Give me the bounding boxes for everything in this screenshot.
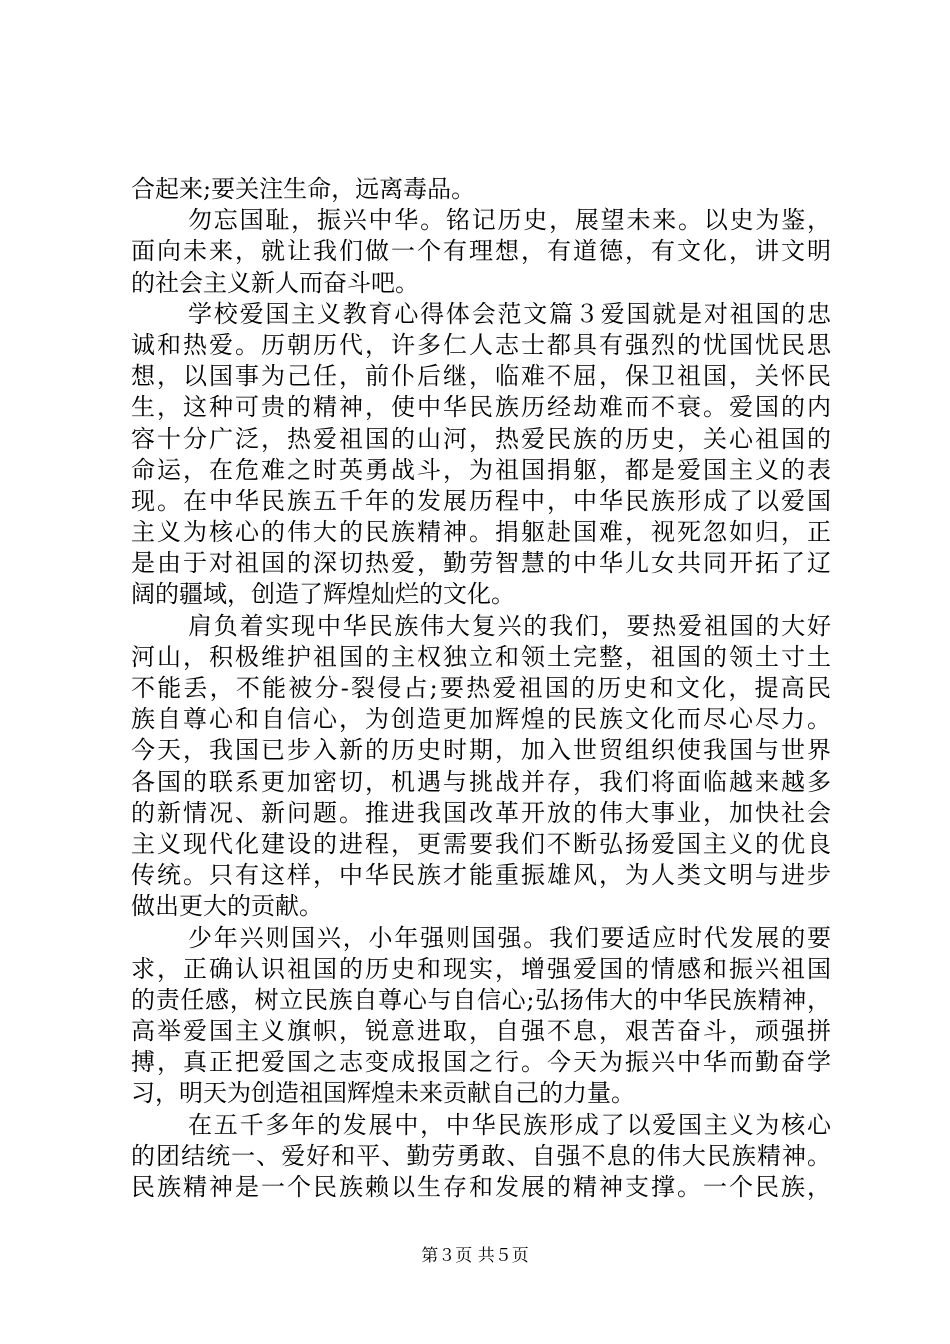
- text-line: 的社会主义新人而奋斗吧。: [131, 268, 419, 297]
- text-line: 诚和热爱。历朝历代，许多仁人志士都具有强烈的忧国忧民思: [131, 330, 831, 359]
- text-line: 习，明天为创造祖国辉煌未来贡献自己的力量。: [131, 1079, 635, 1108]
- text-line: 搏，真正把爱国之志变成报国之行。今天为振兴中华而勤奋学: [131, 1048, 831, 1077]
- text-line: 命运，在危难之时英勇战斗，为祖国捐躯，都是爱国主义的表: [131, 455, 831, 484]
- text-line: 民族精神是一个民族赖以生存和发展的精神支撑。一个民族，: [131, 1173, 831, 1201]
- text-line: 族自尊心和自信心，为创造更加辉煌的民族文化而尽心尽力。: [131, 705, 831, 734]
- text-line: 阔的疆域，创造了辉煌灿烂的文化。: [131, 580, 515, 609]
- text-line: 做出更大的贡献。: [131, 892, 323, 921]
- paragraph: [131, 299, 831, 611]
- text-line: 主义现代化建设的进程，更需要我们不断弘扬爱国主义的优良: [131, 829, 831, 858]
- text-line: 的团结统一、爱好和平、勤劳勇敢、自强不息的伟大民族精神。: [131, 1141, 831, 1170]
- document-body: [131, 174, 831, 1203]
- text-line: 学校爱国主义教育心得体会范文篇３爱国就是对祖国的忠: [188, 299, 831, 328]
- paragraph: [131, 611, 831, 923]
- text-line: 想，以国事为己任，前仆后继，临难不屈，保卫祖国，关怀民: [131, 362, 831, 391]
- text-line: 各国的联系更加密切，机遇与挑战并存，我们将面临越来越多: [131, 767, 831, 796]
- text-line: 河山，积极维护祖国的主权独立和领土完整，祖国的领土寸土: [131, 642, 831, 671]
- paragraph: [131, 1110, 831, 1204]
- text-line: 面向未来，就让我们做一个有理想，有道德，有文化，讲文明: [131, 237, 831, 266]
- text-line: 不能丢，不能被分-裂侵占;要热爱祖国的历史和文化，提高民: [131, 674, 831, 702]
- paragraph: [131, 923, 831, 1110]
- text-line: 是由于对祖国的深切热爱，勤劳智慧的中华儿女共同开拓了辽: [131, 549, 831, 578]
- text-line: 生，这种可贵的精神，使中华民族历经劫难而不衰。爱国的内: [131, 393, 831, 422]
- text-line: 现。在中华民族五千年的发展历程中，中华民族形成了以爱国: [131, 486, 831, 515]
- text-line: 传统。只有这样，中华民族才能重振雄风，为人类文明与进步: [131, 861, 831, 890]
- paragraph: [131, 174, 831, 205]
- text-line: 勿忘国耻，振兴中华。铭记历史，展望未来。以史为鉴，: [188, 206, 831, 235]
- page-footer: 第３页 共５页: [421, 1246, 529, 1266]
- text-line: 求，正确认识祖国的历史和现实，增强爱国的情感和振兴祖国: [131, 954, 831, 983]
- text-line: 主义为核心的伟大的民族精神。捐躯赴国难，视死忽如归，正: [131, 518, 831, 547]
- text-line: 今天，我国已步入新的历史时期，加入世贸组织使我国与世界: [131, 736, 831, 765]
- text-line: 合起来;要关注生命，远离毒品。: [131, 175, 476, 203]
- text-line: 容十分广泛，热爱祖国的山河，热爱民族的历史，关心祖国的: [131, 424, 831, 453]
- paragraph: [131, 205, 831, 299]
- text-line: 在五千多年的发展中，中华民族形成了以爱国主义为核心: [188, 1110, 831, 1139]
- text-line: 的新情况、新问题。推进我国改革开放的伟大事业，加快社会: [131, 798, 831, 827]
- text-line: 少年兴则国兴，小年强则国强。我们要适应时代发展的要: [188, 923, 831, 952]
- text-line: 的责任感，树立民族自尊心与自信心;弘扬伟大的中华民族精神，: [131, 985, 831, 1014]
- text-line: 高举爱国主义旗帜，锐意进取，自强不息，艰苦奋斗，顽强拼: [131, 1017, 831, 1046]
- text-line: 肩负着实现中华民族伟大复兴的我们，要热爱祖国的大好: [188, 611, 831, 640]
